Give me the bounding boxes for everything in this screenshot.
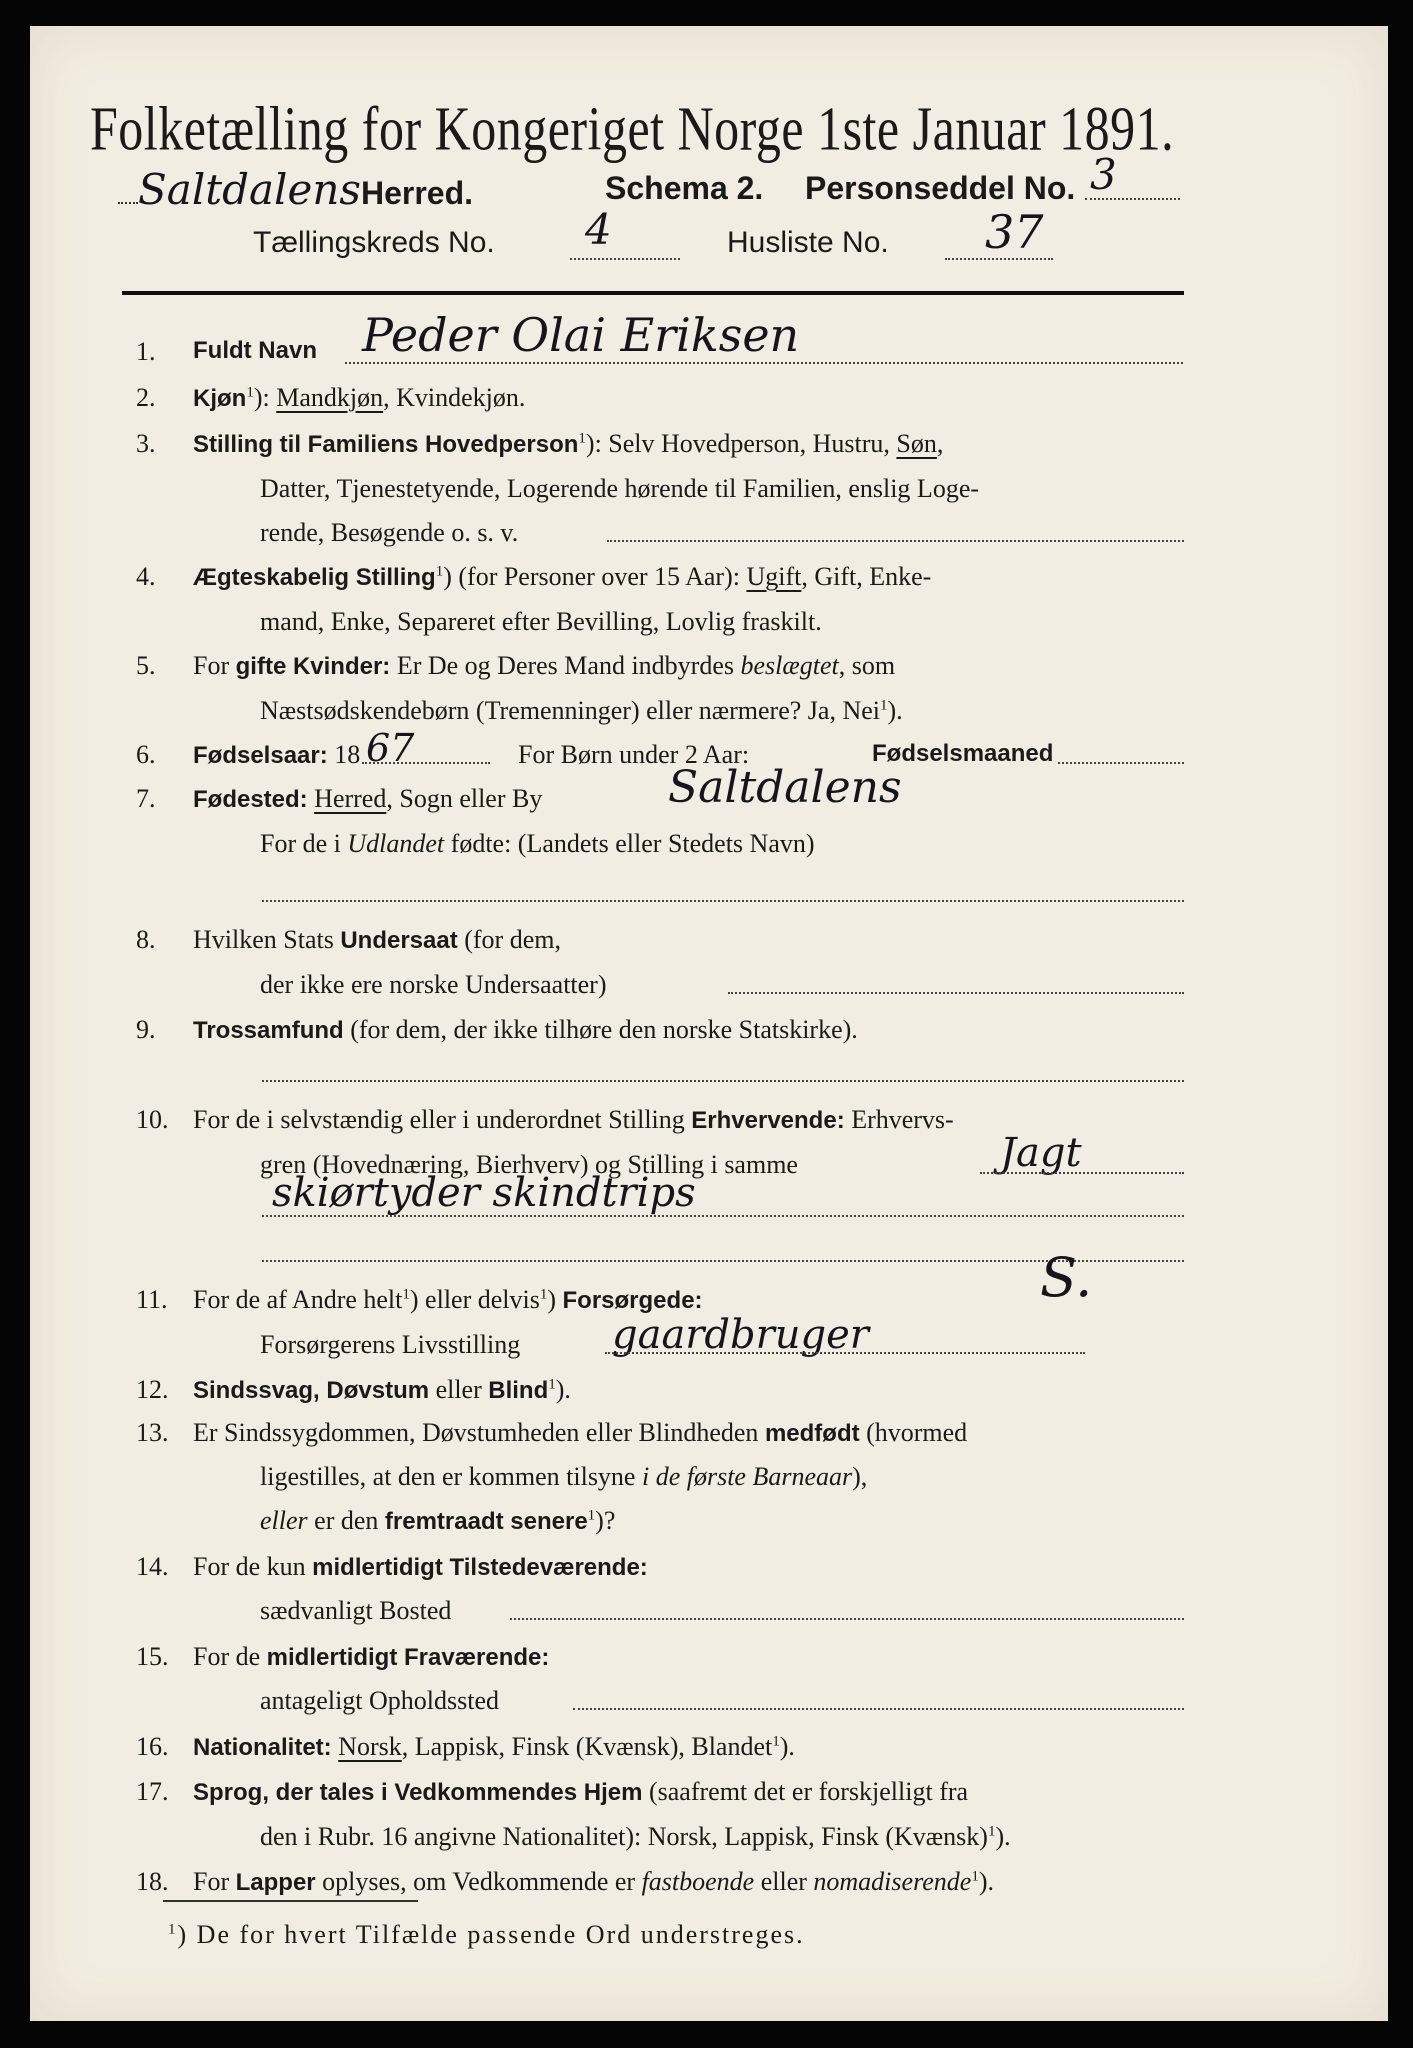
label-fuldt-navn: Fuldt Navn [193,337,317,364]
selected-herred: Herred [314,784,387,813]
selected-mandkjon: Mandkjøn [276,383,384,412]
value-fodested: Saltdalens [668,762,902,813]
header-row-herred [118,165,473,214]
personseddel-value: 3 [1090,150,1117,199]
taellingskreds-label: Tællingskreds No. [253,226,495,259]
value-fuldt-navn: Peder Olai Eriksen [362,308,800,362]
value-fodselsaar: 67 [366,726,415,770]
husliste-value: 37 [985,205,1044,259]
selected-norsk: Norsk [338,1732,402,1761]
value-forsorger: gaardbruger [612,1312,869,1358]
value-erhverv-2: skiørtyder skindtrips [272,1170,696,1216]
form-title: Folketælling for Kongeriget Norge 1ste Januar 1891. [90,93,1175,164]
value-forsorger-mark: S. [1040,1246,1093,1309]
selected-ugift: Ugift [746,562,802,591]
footnote-rule [163,1900,418,1902]
herred-label: Herred. [360,175,473,211]
selected-son: Søn [896,429,937,458]
herred-value: Saltdalens [138,165,361,214]
personseddel-label: Personseddel No. [805,170,1076,206]
schema-label: Schema 2. [605,170,764,206]
header-rule [122,291,1184,295]
value-erhverv-1: Jagt [1000,1130,1082,1176]
footnote: $^1$) De for hvert Tilfælde passende Ord understreges. [168,1920,805,1949]
taellingskreds-value: 4 [585,205,612,254]
husliste-label: Husliste No. [727,226,889,259]
